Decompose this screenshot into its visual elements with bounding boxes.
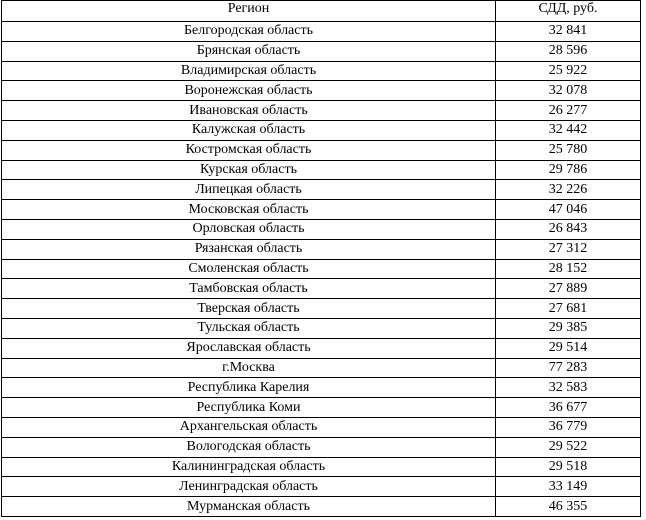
column-header-income: СДД, руб. — [496, 1, 641, 22]
income-value-cell: 25 922 — [496, 61, 641, 81]
income-value-cell: 32 583 — [496, 378, 641, 398]
income-value-cell: 46 355 — [496, 497, 641, 517]
income-value-cell: 28 596 — [496, 41, 641, 61]
region-cell: Тульская область — [2, 318, 496, 338]
table-row — [2, 378, 641, 398]
table-row — [2, 41, 641, 61]
table-row — [2, 61, 641, 81]
income-value-cell: 29 518 — [496, 457, 641, 477]
column-header-region: Регион — [2, 1, 496, 22]
income-value-cell: 36 677 — [496, 398, 641, 418]
region-cell: Мурманская область — [2, 497, 496, 517]
region-cell: Калининградская область — [2, 457, 496, 477]
table-row — [2, 239, 641, 259]
region-cell: Смоленская область — [2, 259, 496, 279]
region-cell: Белгородская область — [2, 22, 496, 42]
region-cell: Республика Карелия — [2, 378, 496, 398]
income-value-cell: 77 283 — [496, 358, 641, 378]
region-cell: Московская область — [2, 200, 496, 220]
region-cell: Орловская область — [2, 219, 496, 239]
table-body — [2, 22, 641, 517]
income-value-cell: 29 514 — [496, 338, 641, 358]
income-value-cell: 27 681 — [496, 299, 641, 319]
region-cell: Архангельская область — [2, 417, 496, 437]
table-row — [2, 160, 641, 180]
region-cell: Тамбовская область — [2, 279, 496, 299]
table-row — [2, 101, 641, 121]
income-value-cell: 27 312 — [496, 239, 641, 259]
header-row — [2, 1, 641, 22]
table-row — [2, 398, 641, 418]
income-value-cell: 28 152 — [496, 259, 641, 279]
region-cell: Калужская область — [2, 120, 496, 140]
table-row — [2, 299, 641, 319]
region-cell: Рязанская область — [2, 239, 496, 259]
income-value-cell: 36 779 — [496, 417, 641, 437]
income-value-cell: 29 385 — [496, 318, 641, 338]
region-cell: Воронежская область — [2, 81, 496, 101]
region-cell: Костромская область — [2, 140, 496, 160]
table-row — [2, 279, 641, 299]
income-value-cell: 25 780 — [496, 140, 641, 160]
region-cell: Республика Коми — [2, 398, 496, 418]
income-value-cell: 29 522 — [496, 437, 641, 457]
table-header — [2, 1, 641, 22]
table-row — [2, 180, 641, 200]
table-row — [2, 437, 641, 457]
income-value-cell: 32 226 — [496, 180, 641, 200]
income-value-cell: 32 442 — [496, 120, 641, 140]
region-cell: г.Москва — [2, 358, 496, 378]
table-row — [2, 318, 641, 338]
table-row — [2, 477, 641, 497]
table-row — [2, 200, 641, 220]
region-cell: Курская область — [2, 160, 496, 180]
table-row — [2, 140, 641, 160]
income-value-cell: 27 889 — [496, 279, 641, 299]
region-cell: Ивановская область — [2, 101, 496, 121]
table-row — [2, 120, 641, 140]
income-value-cell: 47 046 — [496, 200, 641, 220]
region-cell: Липецкая область — [2, 180, 496, 200]
income-value-cell: 33 149 — [496, 477, 641, 497]
income-value-cell: 32 078 — [496, 81, 641, 101]
table-row — [2, 497, 641, 517]
region-cell: Ленинградская область — [2, 477, 496, 497]
income-value-cell: 26 277 — [496, 101, 641, 121]
region-cell: Тверская область — [2, 299, 496, 319]
table-row — [2, 338, 641, 358]
table-row — [2, 22, 641, 42]
region-cell: Брянская область — [2, 41, 496, 61]
region-cell: Ярославская область — [2, 338, 496, 358]
table-row — [2, 358, 641, 378]
table-row — [2, 219, 641, 239]
region-cell: Вологодская область — [2, 437, 496, 457]
region-cell: Владимирская область — [2, 61, 496, 81]
table-row — [2, 457, 641, 477]
income-value-cell: 26 843 — [496, 219, 641, 239]
table-row — [2, 417, 641, 437]
income-value-cell: 29 786 — [496, 160, 641, 180]
table-row — [2, 259, 641, 279]
income-value-cell: 32 841 — [496, 22, 641, 42]
regions-income-table — [1, 0, 641, 517]
table-row — [2, 81, 641, 101]
